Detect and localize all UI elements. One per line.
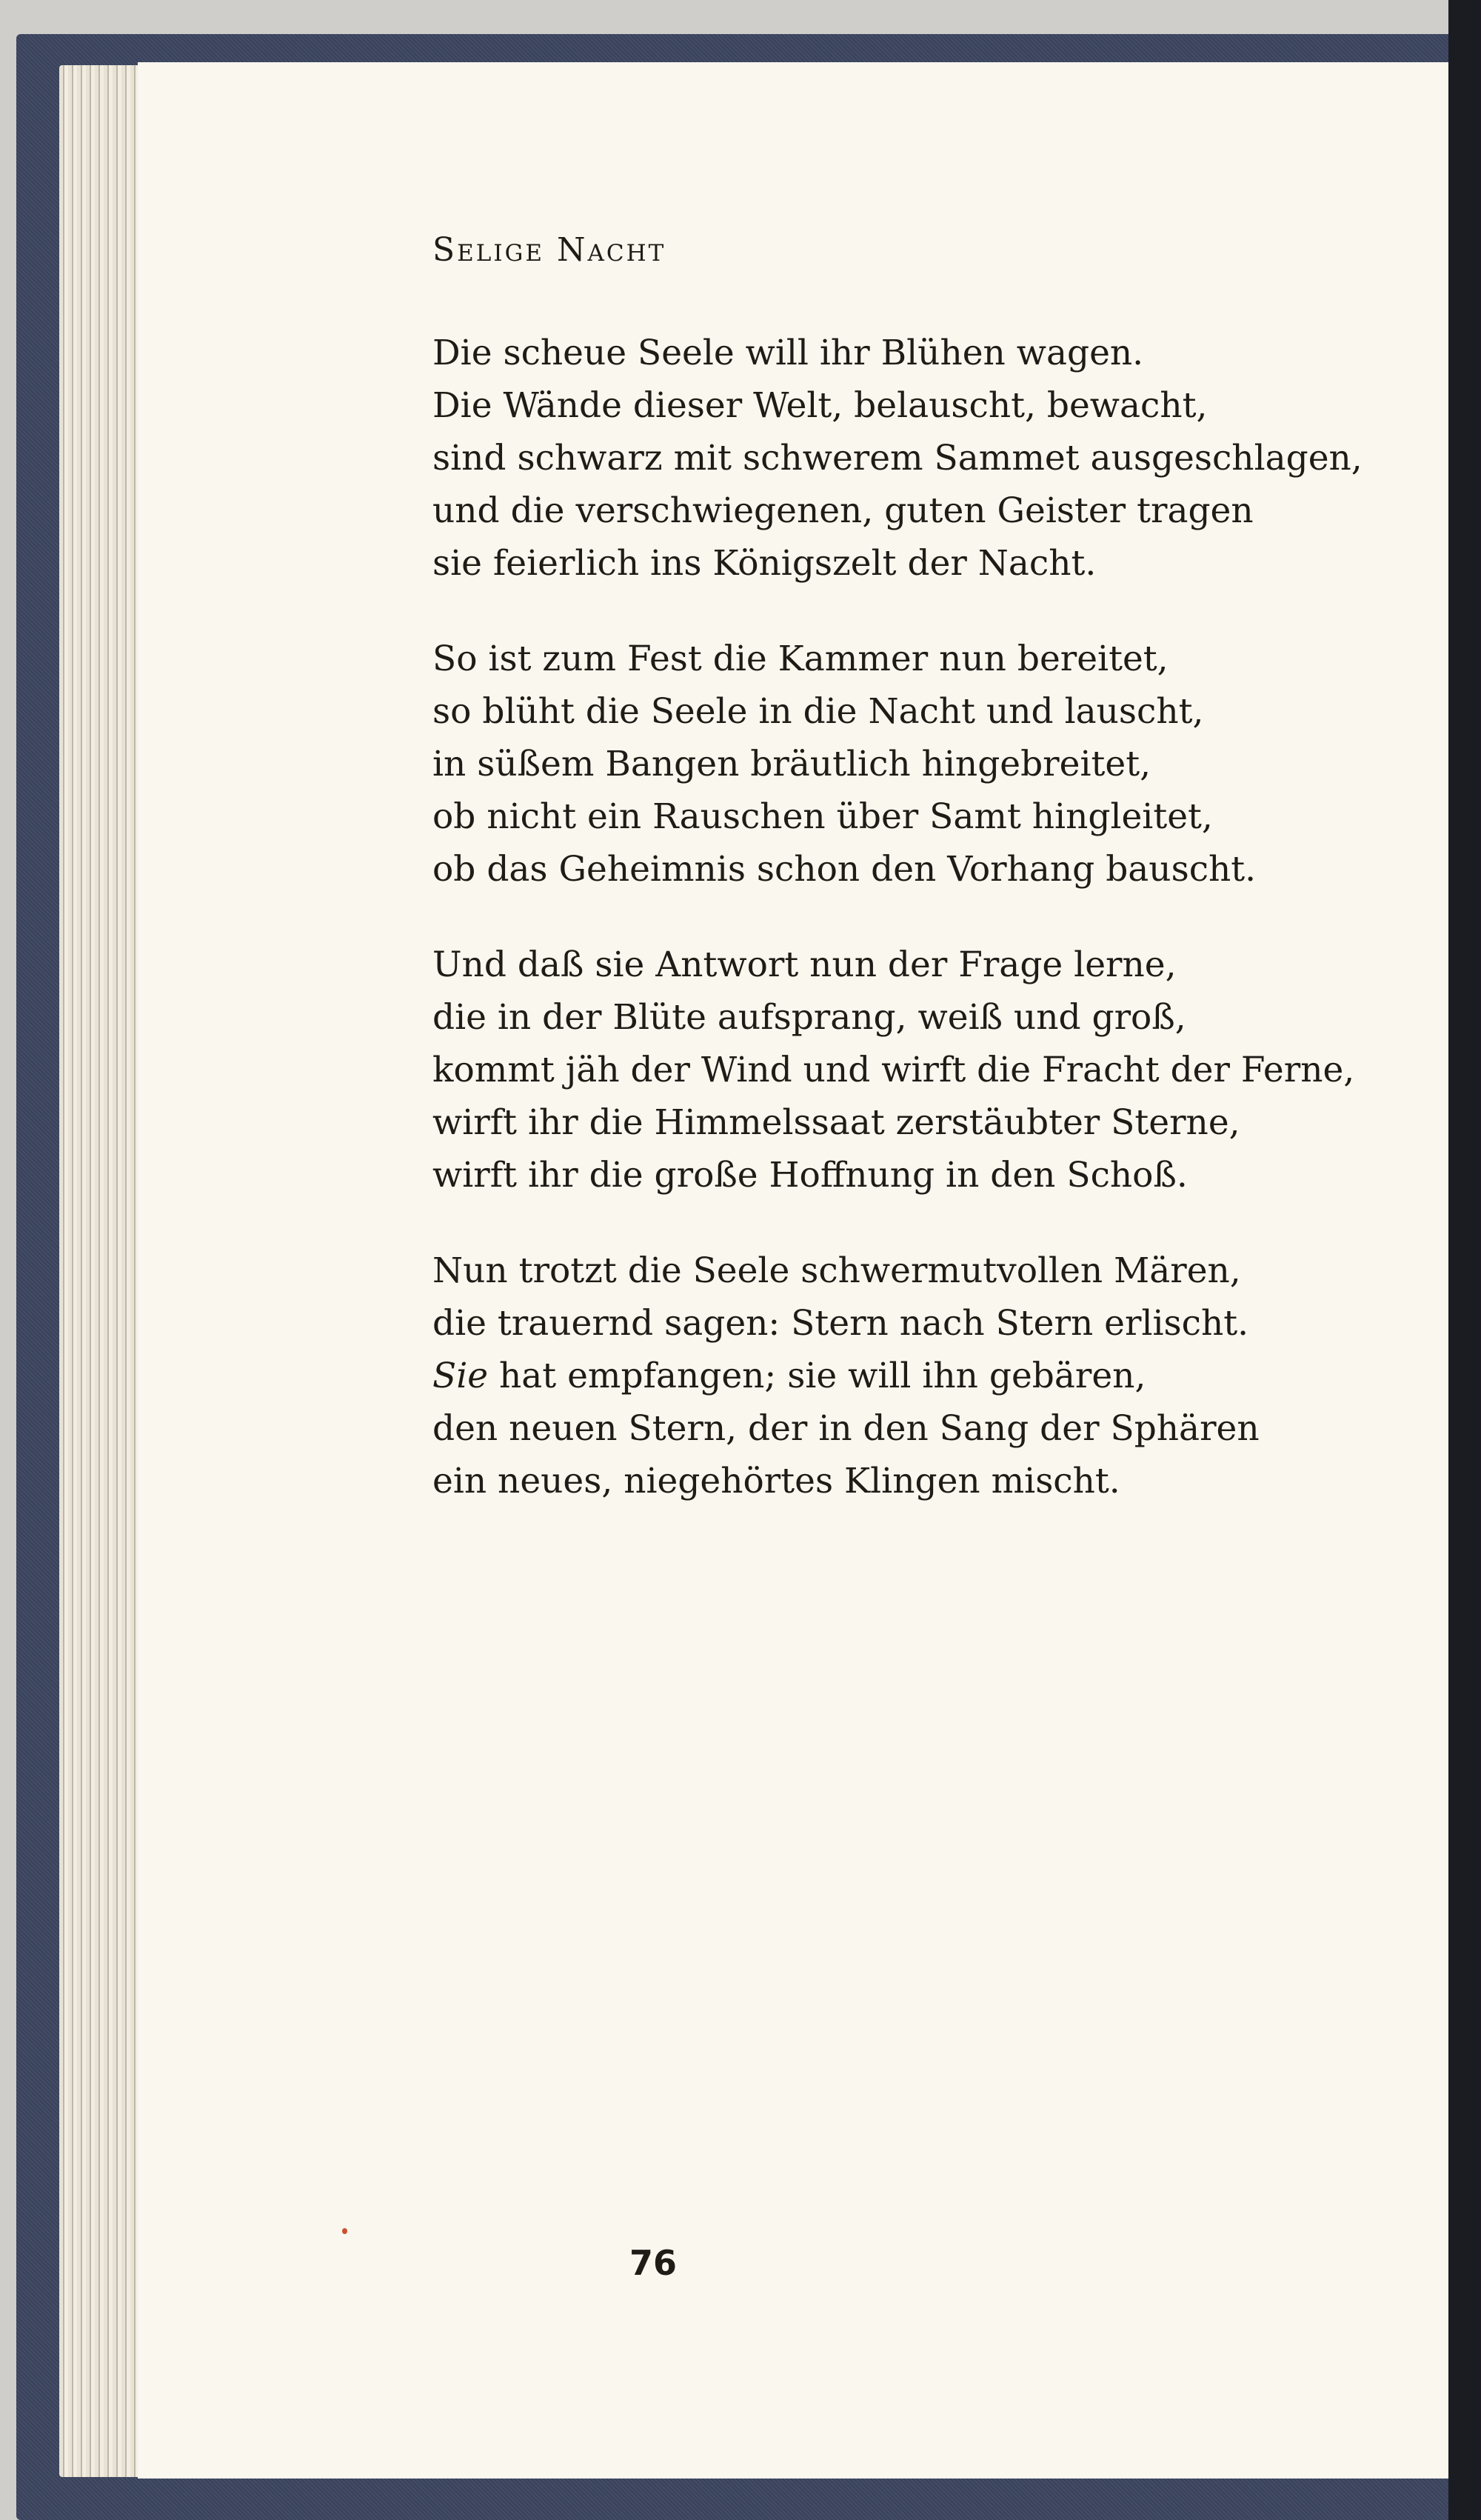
stanza xyxy=(432,939,1432,1201)
verse-line: So ist zum Fest die Kammer nun bereitet, xyxy=(432,639,1169,679)
verse-line: wirft ihr die Himmelssaat zerstäubter Sterne, xyxy=(432,1102,1240,1143)
verse-line: ein neues, niegehörtes Klingen mischt. xyxy=(432,1461,1120,1501)
verse-line: den neuen Stern, der in den Sang der Sphären xyxy=(432,1408,1260,1449)
verse-line: Und daß sie Antwort nun der Frage lerne, xyxy=(432,944,1177,985)
stanza xyxy=(432,633,1432,896)
verse-line: und die verschwiegenen, guten Geister tragen xyxy=(432,490,1254,531)
verse-line: sind schwarz mit schwerem Sammet ausgeschlagen, xyxy=(432,438,1363,479)
verse-line: Nun trotzt die Seele schwermutvollen Mären, xyxy=(432,1250,1241,1291)
verse-line: Die Wände dieser Welt, belauscht, bewacht, xyxy=(432,385,1208,426)
page-edges xyxy=(59,65,142,2477)
verse-line: die in der Blüte aufsprang, weiß und groß, xyxy=(432,997,1186,1038)
verse-line: Sie hat empfangen; sie will ihn gebären, xyxy=(432,1356,1146,1396)
ink-speck xyxy=(342,2228,347,2234)
scanner-edge xyxy=(1448,0,1481,2520)
poem xyxy=(432,231,1432,1550)
verse-line: ob nicht ein Rauschen über Samt hingleitet, xyxy=(432,796,1213,837)
poem-title: Selige Nacht xyxy=(432,231,666,269)
verse-line: wirft ihr die große Hoffnung in den Schoß. xyxy=(432,1155,1188,1196)
page-number: 76 xyxy=(629,2243,677,2283)
verse-line: so blüht die Seele in die Nacht und lauscht, xyxy=(432,691,1204,732)
verse-line: sie feierlich ins Königszelt der Nacht. xyxy=(432,543,1097,584)
verse-line: kommt jäh der Wind und wirft die Fracht der Ferne, xyxy=(432,1050,1355,1090)
stanza xyxy=(432,327,1432,590)
emphasized-word: Sie xyxy=(432,1356,489,1396)
verse-line: in süßem Bangen bräutlich hingebreitet, xyxy=(432,744,1151,784)
verse-line: ob das Geheimnis schon den Vorhang bauscht. xyxy=(432,849,1257,890)
verse-line: die trauernd sagen: Stern nach Stern erlischt. xyxy=(432,1303,1249,1344)
stanza xyxy=(432,1244,1432,1507)
verse-line: Die scheue Seele will ihr Blühen wagen. xyxy=(432,333,1144,373)
